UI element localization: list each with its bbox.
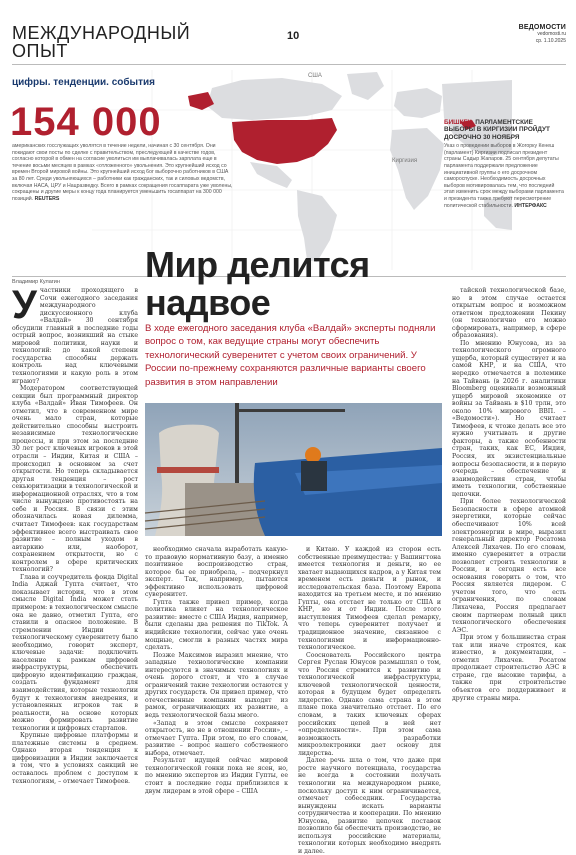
article-column-4 (452, 287, 566, 702)
paragraph-text: частники проходящего в Сочи ежегодного заседания международного дискуссионного клуба «Валдай» 30 сентября обсудили главный в последние годы острый вопрос, возникший на стыке мировой политики, науки и технологий: до какой степени государства способны держать контроль над ключевыми технологиями и какую роль в этом играют? (12, 287, 138, 385)
brand-logo: ВЕДОМОСТИ (518, 24, 566, 31)
side-news-source: ИНТЕРФАКС (514, 202, 547, 209)
big-number-text (12, 143, 234, 202)
side-news-city: БИШКЕК. (444, 119, 474, 126)
tarp (254, 448, 442, 536)
map-label-usa: США (308, 73, 322, 79)
side-news-title: ПАРЛАМЕНТСКИЕ ВЫБОРЫ В КИРГИЗИИ ПРОЙДУТ ДОСРОЧНО 30 НОЯБРЯ (444, 119, 550, 141)
paragraph: необходимо сначала выработать какую-то правовую нормативную базу, а именно позитивное воспроизводство стран, которое бы ее приобрела, – подчеркнул эксперт. Так, например, пытаются эффективно использовать цифровой суверенитет. (145, 546, 288, 599)
article-headline: Мир делится надвое (145, 244, 370, 323)
article-column-3 (298, 546, 441, 855)
paragraph: По мнению Юнусова, из за технологического огромного ущерба, который существует и на самой КНР, и на США, что нередко отмечается в полемике на Тайвань (в 2026 г. аналитики Bloomberg оценивали возможный ущерб мировой экономике от войны за Тайвань в $10 трлн, это около 10% мирового ВВП. – «Ведомости»). Но считает Тимофеев, к чтоже делать все это нужно учитывать и другие факторы, а также особенности стран, таких, как ЕС, Индия, Россия, их экзистенциальные вопросы безопасности, и в первую очередь – обеспечение и взаимодействия стран, чтобы иметь технологии, собственные цепочки. (452, 339, 566, 498)
big-number-description: американских госслужащих уволятся в течение недели, начиная с 30 сентября. Они покидают свои посты по сделке с правительством, преследующей в качестве годов, согласно которой в обмен на согласие уволиться им выплачивалась зарплата еще в течение восьми месяцев в рамках «отложенного» увольнения. Это крупнейший исход со времен Второй мировой войны. Это крупнейший исход 6ог выборочно работников в США за 80 лет. Среди увольняющихся – работники как гражданских, так и силовых ведомств, включая НАСА, ЦРУ и Нацразведку. Всего в рамках сокращения госаппарата уже уволены, сокращены и другие меры к концу года планируется уменьшить госаппарат на 300 000 позиций. (12, 143, 233, 202)
side-news-headline (444, 119, 564, 141)
numbers-section-label: цифры. тенденции. события (12, 77, 155, 88)
dropcap: У (12, 283, 37, 327)
paragraph: Позже Максимов выразил мнение, что западные технологические компании интересуются в значимых технологиях и очень дорого стоят, и что в случае ограничений такие технологии остаются у других государств. Он привел пример, что отечественные компании выходят из рамок, ограничивающих их развитие, а ведь технологической базы много. (145, 651, 288, 720)
paragraph: Гупта также привел пример, когда политика влияет на технологическое развитие: вместе с США Индия, например, были сделаны два решения по TikTok. А индийские технологии, сейчас уже очень мощные, смогли в разных частях мира сделать. (145, 598, 288, 652)
mexico-shape (250, 162, 292, 188)
header-divider (12, 64, 566, 65)
article-column-2 (145, 546, 288, 795)
paragraph: Сооснователь Российского центра Сергея Руслан Юнусов размышлял о том, что Россия стремится к развитию и технологической инфраструктуры, ключевой технологической ценности, которая в будущем будет определять лидерство. Однако сама страна в этом плане пока значительно отстает. По его словам, в таких ключевых сферах российских цепей в ней нет «определенности». При этом сама возможность разработки микроэлектроники дает основу для лидерства. (298, 651, 441, 757)
greenland-shape (347, 72, 384, 100)
article-column-1 (12, 283, 138, 785)
article-author: Владимир Кулагин (12, 279, 60, 285)
map-label-kyrgyzstan: Киргизия (392, 158, 418, 164)
europe-shape (394, 88, 442, 118)
page-number: 10 (287, 30, 300, 42)
paragraph: Далее речь шла о том, что даже при росте научного потенциала, государства не всегда в состоянии получать технологии на международном рынке, поскольку доступ к ним ограничивается, отмечает собеседник. Государства вынуждены искать варианты сотрудничества и кооперации. По мнению Юнусова, развитие цепочек поставок позволило бы обеспечить производство, не используя российские материалы, технологии которых необходимо внедрять и далее. (298, 757, 441, 855)
issue-date: ср. 1.10.2025 (535, 38, 566, 44)
section-title: МЕЖДУНАРОДНЫЙ ОПЫТ (12, 23, 191, 61)
brand-block (519, 24, 566, 45)
article-lead: В ходе ежегодного заседания клуба «Валдай» эксперты подняли вопрос о том, как ведущие страны могут обеспечить технологический суверенитет с учетом своих ограничений. У России по-прежнему сохраняются различные варианты своего развития в этом направлении (145, 323, 436, 388)
paragraph: При этом у большинства стран так или иначе строятся, как известно, в документации, – отметил Лихачев. Росатом продолжает строительство АЭС в стране, где высокие тарифы, а также при строительстве объектов его поддерживает и другие страны мира. (452, 634, 566, 702)
article-photo (145, 403, 442, 536)
big-number-source: REUTERS (34, 195, 60, 202)
side-news-body (444, 143, 564, 209)
side-news (444, 119, 564, 209)
canada-shape (207, 78, 342, 120)
side-news-text: Указ о проведении выборов в Жогорку Кенеш (парламент) Киргизии подписал президент страны Садыр Жапаров. 25 сентября депутаты парламента поддержали предложение инициативной группы о его досрочном самороспуске. Необходимость досрочных выборов мотивировалась тем, что последний этап изменить срок между выборами парламента и президента также требуют пересмотрение политической стабильности. (444, 143, 564, 209)
africa-shape (390, 128, 444, 210)
paragraph: Глава и соучредитель фонда Digital India Аджай Гупта считает, что показывает история, что в этом смысле Digital India может стать примером: в технологическом смысле она не давно, отметил Гупта, его ставили в опасное положение. В стремлении Индии к технологическому суверенитету было необходимо, говорит эксперт, ключевые задачи: подключить население к рамкам цифровой инфраструктуры, обеспечить цифровую идентификацию граждан, создать фундамент для взаимодействия, которые технологии будут к технологиям внедрения, и установленных игроков так в реальности, на основе которых можно формировать развитие технологии и цифровых стартапов. (12, 573, 138, 732)
paragraph: и Китаю. У каждой из сторон есть собственные преимущества: у Вашингтона имеется технология и деньги, но ее хватает выдающихся кадров, а у Китая тем временем есть деньги и рынок, и исследовательская база. Поэтому Европа находится на третьем месте, и по мнению Гупты, она отстает не только от США и КНР, но и от Индии. После этого выступления Тимофеев сделал ремарку, что теперь суверенитет получает и традиционное значение, связанное с технологиями и информационно-технологическое. (298, 546, 441, 652)
paragraph (12, 283, 138, 385)
paragraph: тайской технологической базе, но в этом случае остается открытым вопрос и возможном ответном предложении Пекину (он технологично его можно сформировать, например, в сфере образования). (452, 287, 566, 340)
worker-body (301, 461, 327, 491)
brand-site: vedomosti.ru (537, 31, 566, 37)
paragraph: При более технологической Безопасности в сфере атомной энергетики, которые сейчас обеспечивают 10% всей электроэнергии в мире, выразил генеральный директор Росатома Алексей Лихачев. По его словам, именно суверенитет в отрасли позволяет строить технологии в России, и сегодня есть все основания говорить о том, что Россия является лидером. С учетом того, что есть ограничения, по словам Лихачева, Россия предлагает своим партнерам полный цикл технологического обеспечения АЭС. (452, 498, 566, 634)
big-number: 154 000 (10, 100, 162, 144)
worker-helmet (305, 447, 321, 463)
tower-band (157, 467, 219, 473)
usa-shape (232, 118, 337, 164)
paragraph: Модератором соответствующей секции был программный директор клуба «Валдай» Иван Тимофеев. Он отметил, что в современном мире очень мало стран, которые действительно способны выстроить независимые технологические процессы, и при этом за последние 30 лет рост ключевых игроков в этой отрасли – Индии, Китая и США – происходил в основном за счет открытости. Но теперь складывается другая тенденция – рост секьюритизации в технологической и информационной отраслях, что в том числе вынуждено противостоять на себе и Россия. В связи с этим обозначилась новая дилемма, считает Тимофеев: как государствам эффективнее всего выстраивать свое развитие – полным уходом в автаркию или, наоборот, сохранением открытости, но с контролем в сфере критических технологий? (12, 385, 138, 574)
paragraph: Крупные цифровые платформы и платежные системы в среднем. Однако вторая тенденция к цифровизации в Индии заключается в том, что в условиях санкций не оставалось проблем с доступом к технологиям, – отмечает Тимофеев. (12, 732, 138, 785)
paragraph: Результат идущей сейчас мировой технологической гонки пока не ясен, но, по мнению экспертов из Индии Гупты, ее стоит в последние годы приблизился к двум лидерам в этой сфере – США (145, 757, 288, 795)
paragraph: «Запад в этом смысле сохраняет открытость, но не в отношении России», – отмечает Гупта. При этом, по его словам, развитие – вопрос нашего собственного выбора, отмечает. (145, 719, 288, 757)
